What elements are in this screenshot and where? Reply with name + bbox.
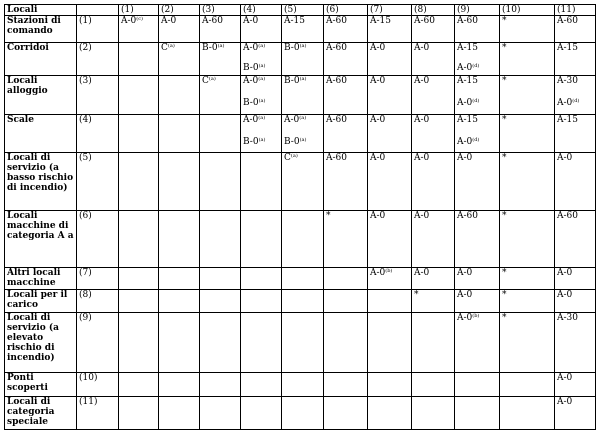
cell-value: A-60: [457, 16, 478, 26]
cell-value: $C^{(a)}$: [202, 76, 216, 86]
footnote-mark: (a): [299, 115, 307, 121]
table-cell: [324, 373, 368, 397]
footnote-mark: (a): [299, 76, 307, 82]
table-cell: [368, 76, 412, 115]
table-cell: [282, 268, 324, 290]
footnote-mark: (b): [472, 313, 480, 319]
cell-value: A-15: [457, 115, 478, 125]
table-cell: [555, 211, 596, 268]
cell-value-alt: B-0$^{(a)}$: [284, 137, 307, 147]
table-cell: [119, 373, 159, 397]
table-cell: [241, 16, 282, 43]
table-cell: [241, 211, 282, 268]
cell-value: *: [502, 43, 507, 53]
row-number: (6): [77, 211, 119, 268]
table-cell: [282, 43, 324, 76]
cell-value: A-15: [557, 43, 578, 53]
table-cell: [119, 268, 159, 290]
row-number: (4): [77, 115, 119, 153]
table-cell: [241, 76, 282, 115]
cell-value: *: [502, 211, 507, 221]
cell-value-alt: B-0$^{(a)}$: [243, 63, 266, 73]
table-cell: [159, 211, 200, 268]
table-cell: [555, 76, 596, 115]
row-label: Locali di servizio (a basso rischio di incendio): [5, 153, 77, 211]
table-cell: [412, 290, 455, 313]
fire-integrity-table: [4, 4, 596, 430]
cell-value: A-15: [557, 115, 578, 125]
table-cell: [412, 153, 455, 211]
table-cell: [555, 153, 596, 211]
table-cell: [455, 373, 500, 397]
footnote-mark: (a): [258, 63, 266, 69]
table-cell: [555, 397, 596, 430]
cell-value: A-0: [370, 43, 386, 53]
table-cell: [368, 16, 412, 43]
table-cell: [555, 115, 596, 153]
table-cell: [368, 43, 412, 76]
table-cell: [119, 290, 159, 313]
table-cell: [412, 211, 455, 268]
table-cell: [159, 397, 200, 430]
table-cell: [159, 373, 200, 397]
table-cell: [555, 373, 596, 397]
cell-value: A-0$^{(c)}$: [121, 16, 143, 26]
row-label: Locali di servizio (a elevato rischio di incendio): [5, 313, 77, 373]
cell-value: A-0: [161, 16, 177, 26]
table-cell: [368, 313, 412, 373]
table-cell: [119, 397, 159, 430]
table-cell: [324, 290, 368, 313]
table-cell: [159, 43, 200, 76]
table-row: [5, 43, 596, 76]
footnote-mark: (a): [299, 43, 307, 49]
table-cell: [159, 268, 200, 290]
header-col: (8): [412, 5, 455, 16]
table-cell: [324, 268, 368, 290]
header-col: (5): [282, 5, 324, 16]
table-cell: [455, 290, 500, 313]
table-cell: [500, 76, 555, 115]
cell-value-alt: A-0$^{(d)}$: [457, 63, 480, 73]
table-cell: [455, 211, 500, 268]
table-cell: [200, 153, 241, 211]
footnote-mark: (a): [258, 137, 266, 143]
table-cell: [119, 211, 159, 268]
table-cell: [159, 76, 200, 115]
cell-value: A-0: [457, 268, 473, 278]
header-col: (4): [241, 5, 282, 16]
cell-value: B-0$^{(a)}$: [284, 76, 307, 86]
cell-value: A-60: [414, 16, 435, 26]
table-cell: [324, 397, 368, 430]
cell-value: A-0: [414, 43, 430, 53]
header-col: (9): [455, 5, 500, 16]
table-row: [5, 76, 596, 115]
footnote-mark: (a): [290, 153, 298, 159]
cell-value: A-0$^{(b)}$: [457, 313, 480, 323]
table-cell: [368, 115, 412, 153]
row-number: (2): [77, 43, 119, 76]
table-cell: [455, 16, 500, 43]
cell-value: A-60: [326, 115, 347, 125]
cell-value: A-15: [457, 43, 478, 53]
footnote-mark: (a): [217, 43, 225, 49]
cell-value: A-0$^{(b)}$: [370, 268, 393, 278]
footnote-mark: (b): [385, 268, 393, 274]
table-cell: [200, 397, 241, 430]
footnote-mark: (a): [299, 137, 307, 143]
table-cell: [282, 313, 324, 373]
cell-value: *: [326, 211, 331, 221]
table-cell: [555, 43, 596, 76]
table-cell: [324, 115, 368, 153]
row-label: Locali di categoria speciale: [5, 397, 77, 430]
cell-value: A-60: [202, 16, 223, 26]
cell-value: A-0: [414, 268, 430, 278]
cell-value: *: [502, 313, 507, 323]
table-cell: [500, 211, 555, 268]
cell-value: A-0: [414, 153, 430, 163]
table-cell: [500, 397, 555, 430]
table-cell: [241, 153, 282, 211]
row-number: (8): [77, 290, 119, 313]
table-cell: [500, 268, 555, 290]
table-cell: [200, 16, 241, 43]
cell-value-alt: B-0$^{(a)}$: [243, 98, 266, 108]
cell-value: A-0$^{(a)}$: [243, 43, 266, 53]
table-cell: [412, 397, 455, 430]
cell-value: A-30: [557, 313, 578, 323]
table-cell: [282, 115, 324, 153]
footnote-mark: (a): [258, 115, 266, 121]
row-label: Altri locali macchine: [5, 268, 77, 290]
table-row: [5, 211, 596, 268]
table-cell: [282, 290, 324, 313]
row-number: (7): [77, 268, 119, 290]
cell-value: A-15: [457, 76, 478, 86]
row-number: (10): [77, 373, 119, 397]
table-cell: [200, 43, 241, 76]
row-label: Corridoi: [5, 43, 77, 76]
table-cell: [555, 268, 596, 290]
row-number: (3): [77, 76, 119, 115]
table-cell: [412, 43, 455, 76]
table-cell: [455, 153, 500, 211]
cell-value-alt: A-0$^{(d)}$: [457, 98, 480, 108]
cell-value: A-0: [557, 153, 573, 163]
cell-value: A-15: [284, 16, 305, 26]
table-cell: [324, 153, 368, 211]
cell-value: A-0: [457, 153, 473, 163]
footnote-mark: (d): [472, 98, 480, 104]
header-col: (7): [368, 5, 412, 16]
footnote-mark: (a): [258, 76, 266, 82]
table-cell: [500, 16, 555, 43]
cell-value: *: [502, 268, 507, 278]
table-cell: [200, 290, 241, 313]
row-number: (9): [77, 313, 119, 373]
cell-value: A-0: [457, 290, 473, 300]
table-cell: [241, 313, 282, 373]
table-body: [5, 16, 596, 430]
cell-value-alt: A-0$^{(d)}$: [457, 137, 480, 147]
cell-value: *: [502, 16, 507, 26]
table-cell: [119, 43, 159, 76]
table-cell: [241, 397, 282, 430]
table-cell: [119, 115, 159, 153]
cell-value: A-60: [457, 211, 478, 221]
cell-value: A-0: [370, 76, 386, 86]
table-cell: [555, 16, 596, 43]
table-cell: [500, 43, 555, 76]
table-row: [5, 153, 596, 211]
cell-value: A-0: [557, 268, 573, 278]
table-row: [5, 313, 596, 373]
row-label: Locali alloggio: [5, 76, 77, 115]
cell-value: *: [502, 76, 507, 86]
table-cell: [455, 115, 500, 153]
table-cell: [241, 268, 282, 290]
cell-value: A-0: [557, 290, 573, 300]
table-cell: [200, 115, 241, 153]
table-cell: [119, 313, 159, 373]
cell-value: A-0$^{(a)}$: [284, 115, 307, 125]
cell-value: B-0$^{(a)}$: [202, 43, 225, 53]
row-label: Locali macchine di categoria A a: [5, 211, 77, 268]
header-col: [77, 5, 119, 16]
cell-value: A-0: [557, 397, 573, 407]
table-cell: [241, 43, 282, 76]
table-cell: [200, 268, 241, 290]
table-cell: [159, 153, 200, 211]
table-cell: [119, 76, 159, 115]
table-cell: [500, 290, 555, 313]
row-label: Locali per il carico: [5, 290, 77, 313]
table-cell: [412, 268, 455, 290]
cell-value: A-0: [414, 211, 430, 221]
table-cell: [500, 153, 555, 211]
table-cell: [159, 115, 200, 153]
table-cell: [241, 290, 282, 313]
footnote-mark: (a): [258, 98, 266, 104]
table-cell: [119, 16, 159, 43]
row-label: Stazioni di comando: [5, 16, 77, 43]
table-cell: [500, 115, 555, 153]
table-row: [5, 397, 596, 430]
cell-value-alt: A-0$^{(d)}$: [557, 98, 580, 108]
table-cell: [455, 268, 500, 290]
cell-value: A-60: [557, 16, 578, 26]
header-col: (2): [159, 5, 200, 16]
table-cell: [368, 153, 412, 211]
header-col: (1): [119, 5, 159, 16]
table-cell: [200, 313, 241, 373]
table-cell: [241, 373, 282, 397]
footnote-mark: (d): [472, 63, 480, 69]
table-cell: [200, 211, 241, 268]
cell-value: A-0: [414, 115, 430, 125]
row-number: (5): [77, 153, 119, 211]
header-col: (11): [555, 5, 596, 16]
table-cell: [200, 373, 241, 397]
table-row: [5, 373, 596, 397]
table-cell: [368, 397, 412, 430]
table-cell: [282, 16, 324, 43]
table-row: [5, 268, 596, 290]
cell-value: *: [414, 290, 419, 300]
table-cell: [119, 153, 159, 211]
table-row: [5, 290, 596, 313]
cell-value: *: [502, 290, 507, 300]
table-cell: [412, 76, 455, 115]
table-cell: [455, 397, 500, 430]
cell-value: B-0$^{(a)}$: [284, 43, 307, 53]
table-cell: [412, 313, 455, 373]
table-cell: [555, 290, 596, 313]
cell-value: A-0: [243, 16, 259, 26]
cell-value: $C^{(a)}$: [161, 43, 175, 53]
table-cell: [324, 43, 368, 76]
footnote-mark: (a): [258, 43, 266, 49]
table-cell: [455, 76, 500, 115]
table-cell: [159, 313, 200, 373]
table-cell: [500, 373, 555, 397]
table-cell: [555, 313, 596, 373]
cell-value: A-60: [557, 211, 578, 221]
table-cell: [368, 290, 412, 313]
header-row: [5, 5, 596, 16]
table-cell: [282, 373, 324, 397]
table-cell: [455, 43, 500, 76]
cell-value: A-0: [557, 373, 573, 383]
header-col: (10): [500, 5, 555, 16]
cell-value: A-0: [370, 115, 386, 125]
table-cell: [282, 76, 324, 115]
row-label: Scale: [5, 115, 77, 153]
cell-value: *: [502, 115, 507, 125]
footnote-mark: (c): [136, 16, 143, 22]
cell-value: A-60: [326, 153, 347, 163]
table-cell: [412, 373, 455, 397]
footnote-mark: (a): [208, 76, 216, 82]
footnote-mark: (d): [472, 137, 480, 143]
row-number: (1): [77, 16, 119, 43]
table-row: [5, 16, 596, 43]
header-label: Locali: [5, 5, 77, 16]
table-cell: [324, 76, 368, 115]
table-cell: [200, 76, 241, 115]
table-cell: [368, 211, 412, 268]
header-col: (6): [324, 5, 368, 16]
table-cell: [324, 16, 368, 43]
table-cell: [282, 397, 324, 430]
cell-value: A-0: [414, 76, 430, 86]
cell-value: A-0: [370, 153, 386, 163]
table-row: [5, 115, 596, 153]
cell-value: A-15: [370, 16, 391, 26]
cell-value: A-30: [557, 76, 578, 86]
cell-value: A-0: [370, 211, 386, 221]
cell-value-alt: B-0$^{(a)}$: [243, 137, 266, 147]
table-cell: [324, 211, 368, 268]
cell-value: A-60: [326, 43, 347, 53]
table-cell: [282, 153, 324, 211]
table-cell: [412, 16, 455, 43]
table-cell: [368, 373, 412, 397]
table-cell: [368, 268, 412, 290]
table-cell: [500, 313, 555, 373]
cell-value: A-0$^{(a)}$: [243, 115, 266, 125]
table-cell: [324, 313, 368, 373]
cell-value: A-60: [326, 76, 347, 86]
footnote-mark: (d): [572, 98, 580, 104]
cell-value: $C^{(a)}$: [284, 153, 298, 163]
table-cell: [159, 290, 200, 313]
table-cell: [412, 115, 455, 153]
table-cell: [159, 16, 200, 43]
table-cell: [241, 115, 282, 153]
cell-value: A-60: [326, 16, 347, 26]
header-col: (3): [200, 5, 241, 16]
cell-value: *: [502, 153, 507, 163]
row-label: Ponti scoperti: [5, 373, 77, 397]
cell-value: A-0$^{(a)}$: [243, 76, 266, 86]
table-cell: [282, 211, 324, 268]
footnote-mark: (a): [167, 43, 175, 49]
row-number: (11): [77, 397, 119, 430]
table-cell: [455, 313, 500, 373]
